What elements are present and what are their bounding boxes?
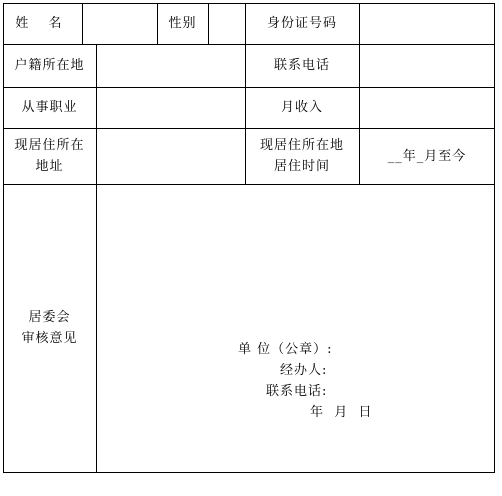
name-field[interactable] xyxy=(83,4,157,44)
committee-review-label-line1: 居委会 xyxy=(28,310,71,325)
contact-phone-label: 联系电话: xyxy=(266,384,328,399)
unit-seal-label: 单 位（公章）: xyxy=(238,342,333,357)
name-label: 姓 名 xyxy=(15,16,70,31)
phone-label: 联系电话 xyxy=(273,58,330,73)
handler-label: 经办人: xyxy=(280,363,328,378)
income-field[interactable] xyxy=(360,88,494,128)
residence-duration-label-line1: 现居住所在地 xyxy=(259,138,344,153)
occupation-field[interactable] xyxy=(97,88,245,128)
committee-review-label xyxy=(3,184,96,472)
income-label: 月收入 xyxy=(280,100,323,115)
current-address-label-line1: 现居住所在 xyxy=(14,138,85,153)
phone-field[interactable] xyxy=(360,45,494,87)
committee-review-label-line2: 审核意见 xyxy=(21,331,78,346)
current-address-label xyxy=(3,128,96,184)
current-address-label-line2: 地址 xyxy=(35,159,64,174)
residence-duration-label xyxy=(245,128,359,184)
committee-review-field[interactable] xyxy=(97,185,494,472)
gender-label: 性别 xyxy=(168,16,197,31)
table-border-bottom xyxy=(3,472,495,473)
residence-duration-value[interactable]: __年_月至今 xyxy=(387,149,467,164)
gender-field[interactable] xyxy=(209,4,245,44)
hukou-field[interactable] xyxy=(97,45,245,87)
residence-duration-label-line2: 居住时间 xyxy=(273,159,330,174)
id-number-label: 身份证号码 xyxy=(266,16,337,31)
table-border-right xyxy=(494,3,495,473)
hukou-label: 户籍所在地 xyxy=(14,58,85,73)
review-date: 年 月 日 xyxy=(310,405,373,420)
occupation-label: 从事职业 xyxy=(21,100,78,115)
current-address-field[interactable] xyxy=(97,129,245,184)
id-number-field[interactable] xyxy=(360,4,494,44)
